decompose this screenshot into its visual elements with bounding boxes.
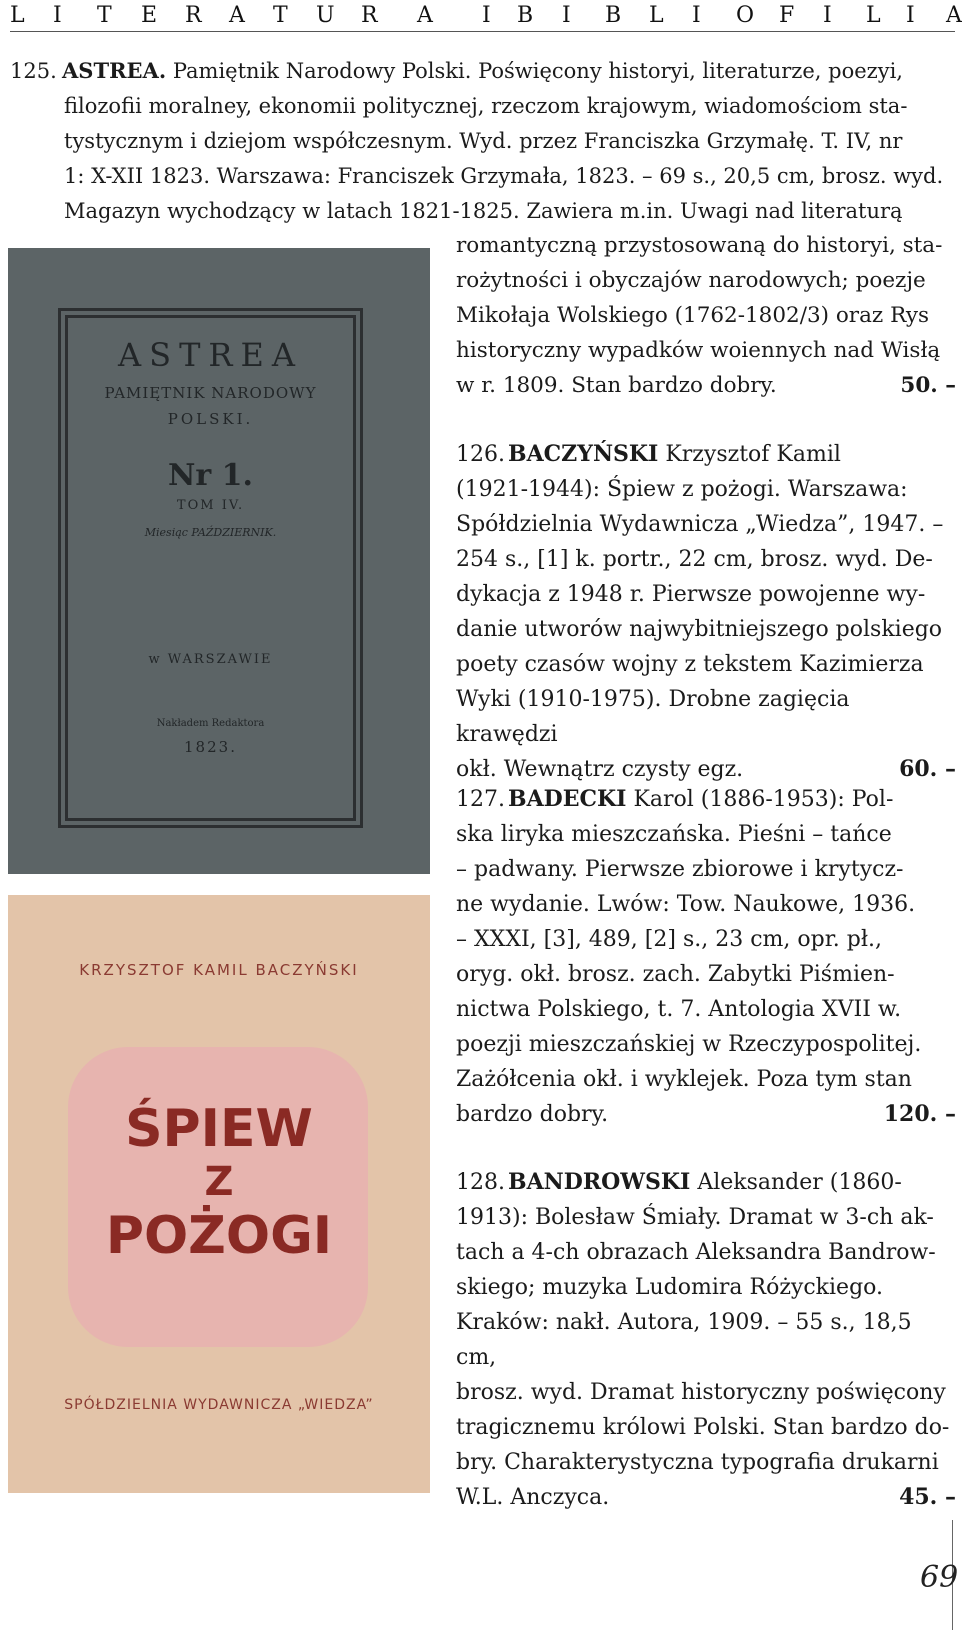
- header-letter: E: [141, 3, 158, 28]
- entry-text: Karol (1886-1953): Pol-: [633, 787, 894, 812]
- entry-number: 125.: [10, 59, 57, 83]
- entry-line: poety czasów wojny z tekstem Kazimierza: [456, 652, 924, 677]
- header-letter: F: [779, 3, 795, 28]
- entry-price: 45. –: [899, 1484, 956, 1510]
- header-letter: I: [906, 3, 915, 28]
- header-letter: R: [361, 3, 378, 28]
- entry-author: ASTREA.: [62, 58, 167, 83]
- entry-line: 1: X-XII 1823. Warszawa: Franciszek Grzymała, 1823. – 69 s., 20,5 cm, brosz. wyd.: [64, 164, 944, 188]
- header-letter: U: [316, 3, 335, 28]
- entry-text: Aleksander (1860-: [697, 1170, 902, 1195]
- entry-line: nictwa Polskiego, t. 7. Antologia XVII w.: [456, 997, 902, 1022]
- entry-author: BADECKI: [508, 786, 627, 812]
- entry-line: danie utworów najwybitniejszego polskiego: [456, 617, 943, 642]
- header-rule: [10, 31, 955, 32]
- entry-price: 50. –: [900, 373, 956, 398]
- entry-125: [10, 53, 955, 229]
- cover-volume: TOM IV.: [176, 498, 245, 513]
- cover-number: Nr 1.: [168, 458, 253, 493]
- cover-publisher: Nakładem Redaktora: [156, 718, 265, 729]
- entry-number: 126.: [456, 442, 505, 467]
- entry-line: tystycznym i dziejom współczesnym. Wyd. przez Franciszka Grzymałę. T. IV, nr: [64, 129, 903, 153]
- entry-line: rożytności i obyczajów narodowych; poezje: [456, 268, 926, 293]
- header-letter: B: [605, 3, 622, 28]
- header-letter: L: [866, 3, 881, 28]
- cover-publisher: SPÓŁDZIELNIA WYDAWNICZA „WIEDZA”: [64, 1397, 374, 1413]
- header-letter: B: [517, 3, 534, 28]
- entry-128: [456, 1165, 956, 1515]
- entry-number: 128.: [456, 1170, 505, 1195]
- entry-line: Wyki (1910-1975). Drobne zagięcia krawędzi: [456, 687, 850, 747]
- entry-126: [456, 437, 956, 787]
- entry-line: Kraków: nakł. Autora, 1909. – 55 s., 18,5 cm,: [456, 1310, 912, 1370]
- header-letter: R: [185, 3, 202, 28]
- header-letter: I: [53, 3, 62, 28]
- cover-city: w WARSZAWIE: [148, 652, 273, 667]
- entry-price: 60. –: [899, 756, 956, 782]
- header-letter: A: [229, 3, 245, 28]
- entry-text: Krzysztof Kamil: [665, 442, 841, 467]
- header-letter: I: [692, 3, 701, 28]
- cover-title: ŚPIEW: [125, 1099, 313, 1159]
- entry-line: bry. Charakterystyczna typografia drukarni: [456, 1450, 939, 1475]
- running-header: [10, 3, 962, 29]
- cover-year: 1823.: [184, 738, 237, 756]
- header-letter: I: [562, 3, 571, 28]
- entry-125-continued: [456, 228, 956, 403]
- entry-author: BANDROWSKI: [508, 1169, 691, 1195]
- entry-line: oryg. okł. brosz. zach. Zabytki Piśmien-: [456, 962, 895, 987]
- entry-line: (1921-1944): Śpiew z pożogi. Warszawa:: [456, 477, 908, 502]
- entry-line: w r. 1809. Stan bardzo dobry.: [456, 373, 777, 398]
- entry-line: Mikołaja Wolskiego (1762-1802/3) oraz Rys: [456, 303, 930, 328]
- cover-author: KRZYSZTOF KAMIL BACZYŃSKI: [79, 961, 359, 979]
- cover-subtitle: POLSKI.: [167, 410, 254, 428]
- cover-title: ASTREA: [118, 336, 303, 374]
- entry-number: 127.: [456, 787, 505, 812]
- header-letter: A: [417, 3, 433, 28]
- entry-line: tragicznemu królowi Polski. Stan bardzo do-: [456, 1415, 950, 1440]
- entry-line: ska liryka mieszczańska. Pieśni – tańce: [456, 822, 892, 847]
- entry-line: dykacja z 1948 r. Pierwsze powojenne wy-: [456, 582, 926, 607]
- header-letter: O: [736, 3, 755, 28]
- entry-line: Zażółcenia okł. i wyklejek. Poza tym stan: [456, 1067, 912, 1092]
- entry-line: poezji mieszczańskiej w Rzeczypospolitej.: [456, 1032, 922, 1057]
- entry-text: Pamiętnik Narodowy Polski. Poświęcony historyi, literaturze, poezyi,: [172, 59, 903, 83]
- entry-line: W.L. Anczyca.: [456, 1485, 610, 1510]
- header-letter: I: [823, 3, 832, 28]
- header-letter: T: [273, 3, 288, 28]
- entry-line: brosz. wyd. Dramat historyczny poświęcony: [456, 1380, 946, 1405]
- entry-127: [456, 782, 956, 1132]
- entry-author: BACZYŃSKI: [508, 441, 659, 467]
- entry-line: 254 s., [1] k. portr., 22 cm, brosz. wyd. De-: [456, 547, 933, 572]
- entry-line: tach a 4-ch obrazach Aleksandra Bandrow-: [456, 1240, 936, 1265]
- entry-price: 120. –: [883, 1101, 956, 1127]
- entry-line: Spółdzielnia Wydawnicza „Wiedza”, 1947. –: [456, 512, 944, 537]
- spiew-z-pozogi-cover-image: [8, 895, 430, 1493]
- entry-line: – XXXI, [3], 489, [2] s., 23 cm, opr. pł.,: [456, 927, 882, 952]
- header-letter: A: [946, 3, 962, 28]
- cover-month: Miesiąc PAŹDZIERNIK.: [144, 526, 277, 539]
- entry-line: skiego; muzyka Ludomira Różyckiego.: [456, 1275, 884, 1300]
- entry-line: okł. Wewnątrz czysty egz.: [456, 757, 744, 782]
- entry-line: Magazyn wychodzący w latach 1821-1825. Zawiera m.in. Uwagi nad literaturą: [64, 199, 903, 223]
- page-number: 69: [920, 1560, 959, 1595]
- entry-line: – padwany. Pierwsze zbiorowe i krytycz-: [456, 857, 904, 882]
- header-letter: T: [97, 3, 112, 28]
- entry-line: romantyczną przystosowaną do historyi, sta-: [456, 233, 943, 258]
- cover-subtitle: PAMIĘTNIK NARODOWY: [104, 384, 317, 402]
- header-letter: L: [649, 3, 664, 28]
- entry-line: historyczny wypadków woiennych nad Wisłą: [456, 338, 941, 363]
- astrea-cover-image: [8, 248, 430, 874]
- header-letter: L: [10, 3, 25, 28]
- entry-line: bardzo dobry.: [456, 1102, 609, 1127]
- cover-title: Z: [204, 1159, 234, 1205]
- header-letter: I: [482, 3, 491, 28]
- entry-line: filozofii moralney, ekonomii politycznej, rzeczom krajowym, wiadomościom sta-: [64, 94, 908, 118]
- entry-line: ne wydanie. Lwów: Tow. Naukowe, 1936.: [456, 892, 916, 917]
- entry-line: 1913): Bolesław Śmiały. Dramat w 3-ch ak-: [456, 1205, 934, 1230]
- cover-title: POŻOGI: [105, 1206, 333, 1266]
